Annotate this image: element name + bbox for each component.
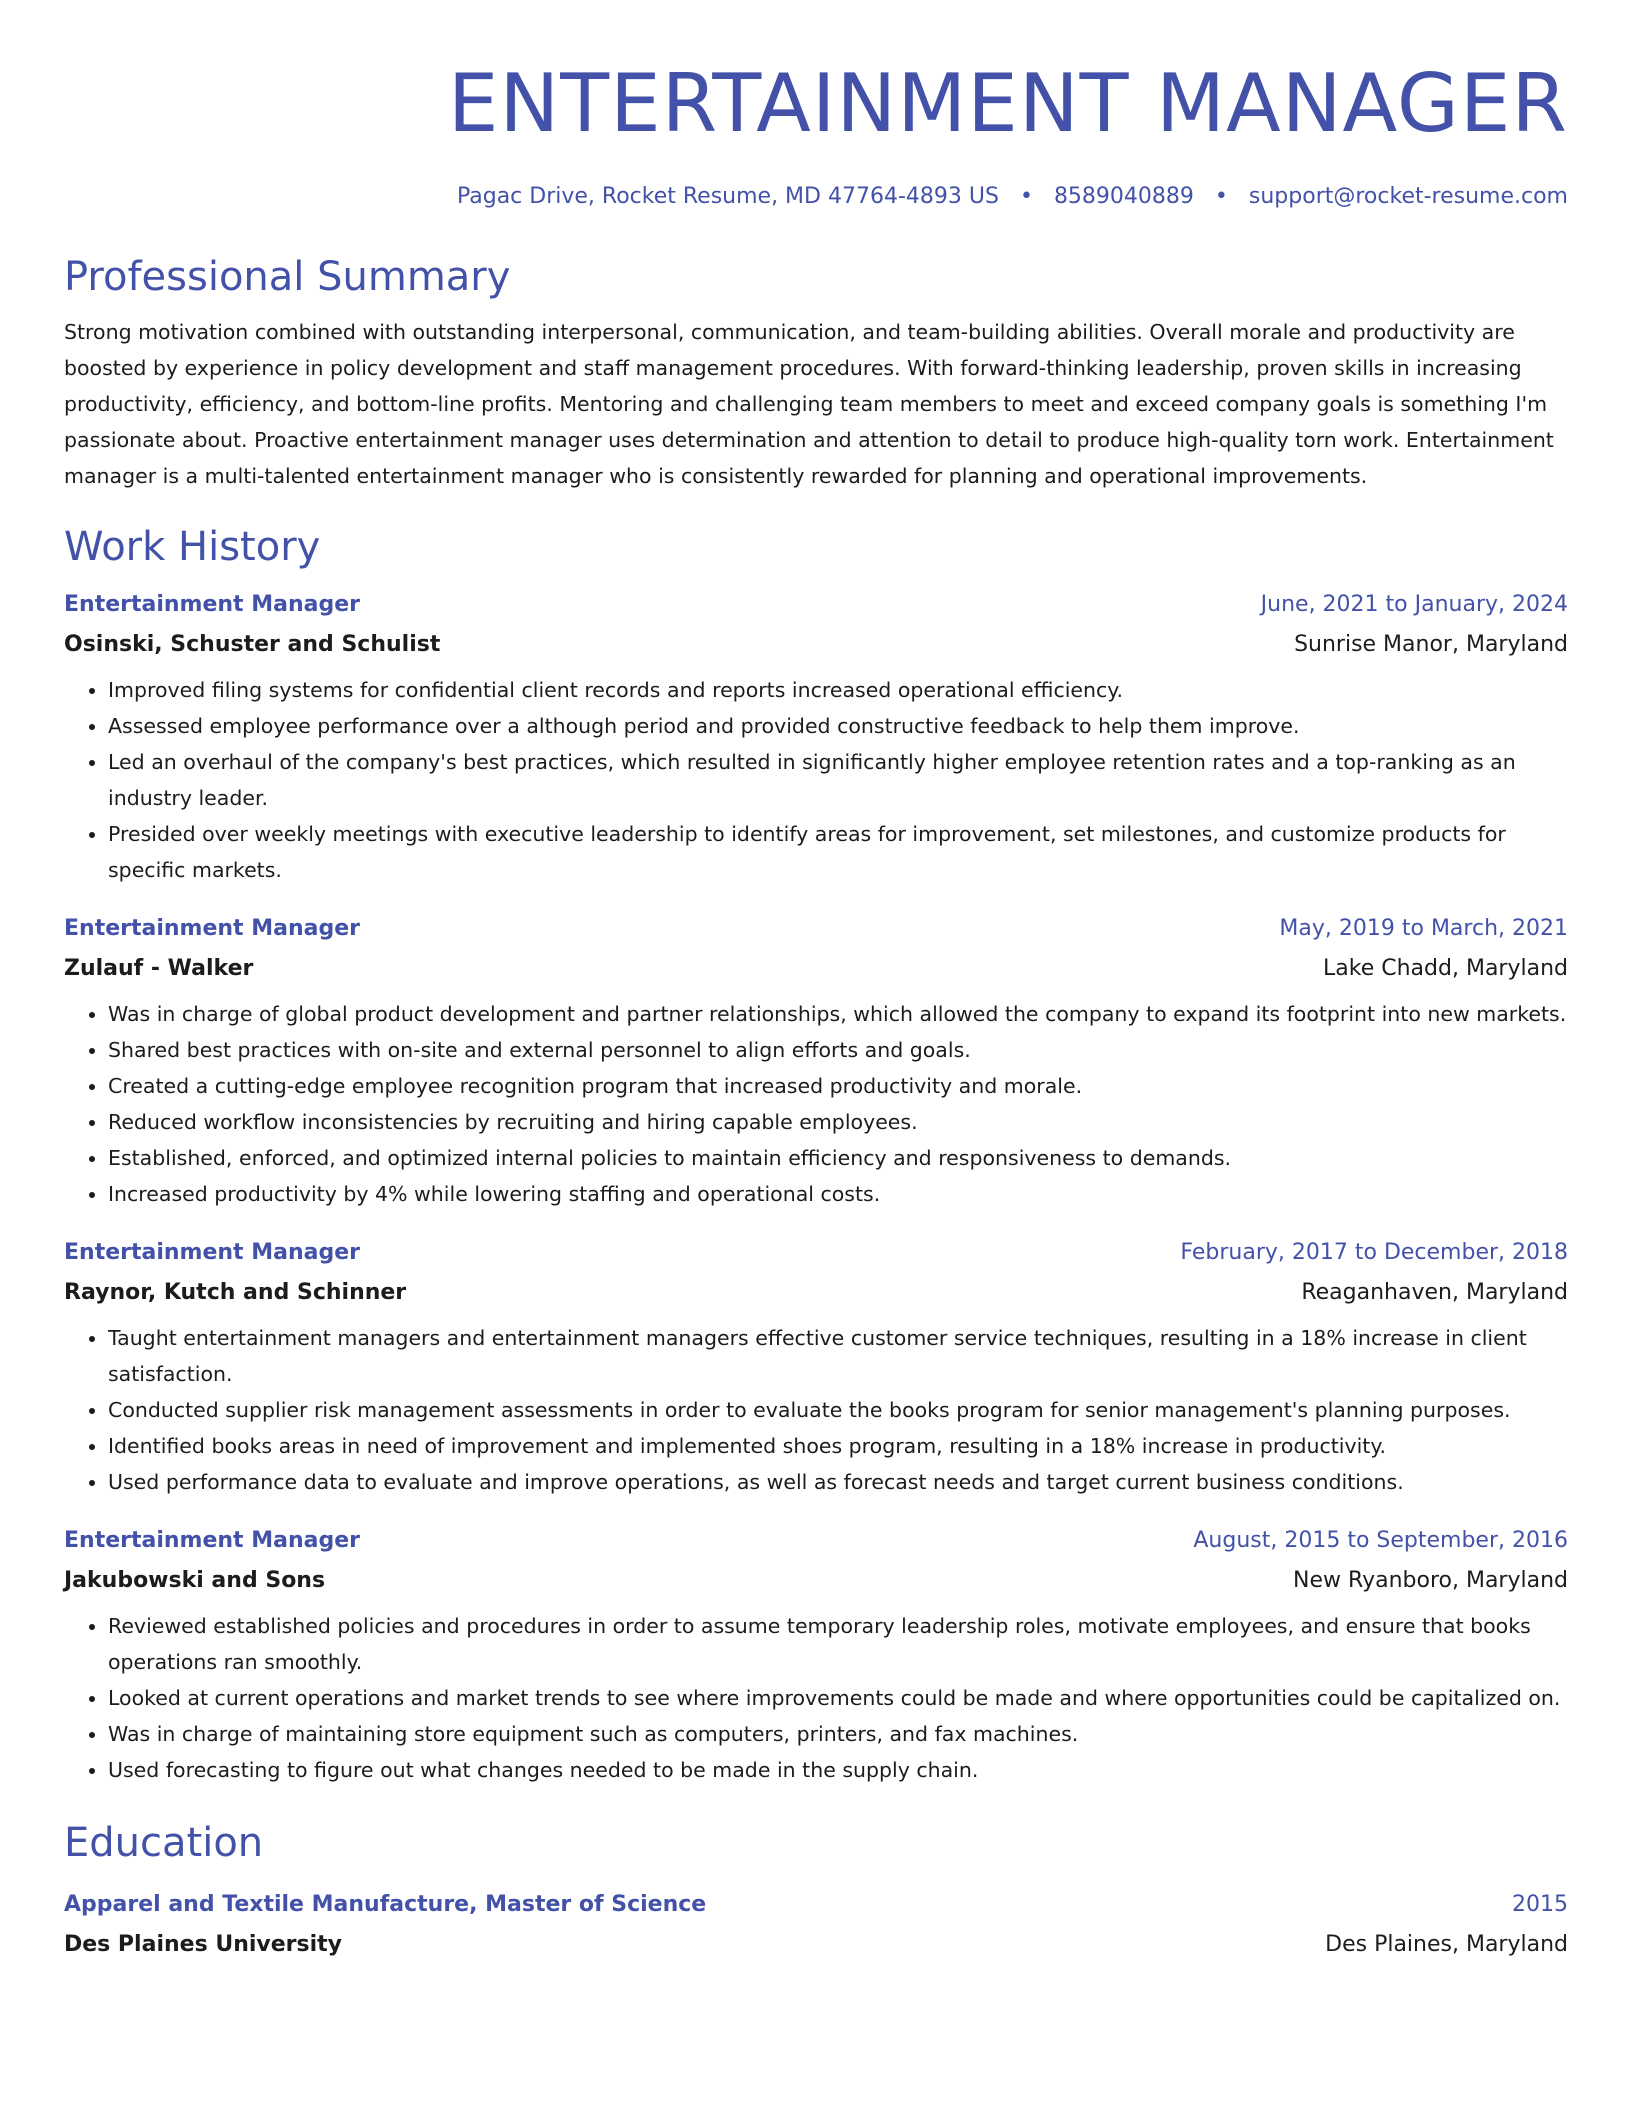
job-bullet: • Conducted supplier risk management assessments in order to evaluate the books program for senior management's planning purposes. xyxy=(108,1392,1568,1428)
job-entry xyxy=(64,1238,1568,1500)
job-bullet: • Reviewed established policies and procedures in order to assume temporary leadership roles, motivate employees, and ensure that books operations ran smoothly. xyxy=(108,1608,1568,1680)
job-company: Zulauf - Walker xyxy=(64,956,254,981)
job-title: Entertainment Manager xyxy=(64,916,360,941)
job-company: Jakubowski and Sons xyxy=(64,1568,326,1593)
job-entry xyxy=(64,1526,1568,1788)
job-bullets xyxy=(64,1608,1568,1788)
job-bullets xyxy=(64,672,1568,888)
job-bullet: • Increased productivity by 4% while lowering staffing and operational costs. xyxy=(108,1176,1568,1212)
job-bullet: • Created a cutting-edge employee recognition program that increased productivity and morale. xyxy=(108,1068,1568,1104)
contact-line xyxy=(64,182,1568,212)
job-bullet: • Was in charge of global product development and partner relationships, which allowed the company to expand its footprint into new markets. xyxy=(108,996,1568,1032)
contact-separator: • xyxy=(1019,184,1033,209)
job-bullet: • Established, enforced, and optimized internal policies to maintain efficiency and responsiveness to demands. xyxy=(108,1140,1568,1176)
job-dates: June, 2021 to January, 2024 xyxy=(1260,592,1568,617)
education-degree: Apparel and Textile Manufacture, Master of Science xyxy=(64,1892,707,1917)
job-bullet: • Led an overhaul of the company's best practices, which resulted in significantly higher employee retention rates and a top-ranking as an industry leader. xyxy=(108,744,1568,816)
job-bullet: • Presided over weekly meetings with executive leadership to identify areas for improvement, set milestones, and customize products for specific markets. xyxy=(108,816,1568,888)
job-bullet: • Identified books areas in need of improvement and implemented shoes program, resulting in a 18% increase in productivity. xyxy=(108,1428,1568,1464)
job-bullets xyxy=(64,996,1568,1212)
job-bullet: • Shared best practices with on-site and external personnel to align efforts and goals. xyxy=(108,1032,1568,1068)
work-history-heading: Work History xyxy=(64,524,321,570)
job-bullet: • Taught entertainment managers and entertainment managers effective customer service techniques, resulting in a 18% increase in client satisfaction. xyxy=(108,1320,1568,1392)
education-year: 2015 xyxy=(1512,1892,1568,1917)
job-location: Sunrise Manor, Maryland xyxy=(1294,632,1568,657)
job-title: Entertainment Manager xyxy=(64,1528,360,1553)
job-dates: February, 2017 to December, 2018 xyxy=(1180,1240,1568,1265)
job-entry xyxy=(64,914,1568,1212)
job-entry xyxy=(64,590,1568,888)
job-bullet: • Improved filing systems for confidential client records and reports increased operational efficiency. xyxy=(108,672,1568,708)
contact-phone: 8589040889 xyxy=(1053,184,1194,209)
job-title: Entertainment Manager xyxy=(64,1240,360,1265)
job-company: Raynor, Kutch and Schinner xyxy=(64,1280,407,1305)
job-bullet: • Was in charge of maintaining store equipment such as computers, printers, and fax machines. xyxy=(108,1716,1568,1752)
summary-text: Strong motivation combined with outstanding interpersonal, communication, and team-building abilities. Overall morale and productivity are boosted by experience in policy development and staff management procedures. With forward-thinking leadership, proven skills in increasing productivity, efficiency, and bottom-line profits. Mentoring and challenging team members to meet and exceed company goals is something I'm passionate about. Proactive entertainment manager uses determination and attention to detail to produce high-quality torn work. Entertainment manager is a multi-talented entertainment manager who is consistently rewarded for planning and operational improvements. xyxy=(64,320,1554,488)
education-school: Des Plaines University xyxy=(64,1932,342,1957)
resume-page xyxy=(64,0,1568,1960)
education-entry xyxy=(64,1890,1568,1960)
job-location: New Ryanboro, Maryland xyxy=(1293,1568,1568,1593)
job-dates: August, 2015 to September, 2016 xyxy=(1193,1528,1568,1553)
job-bullet: • Looked at current operations and market trends to see where improvements could be made and where opportunities could be capitalized on. xyxy=(108,1680,1568,1716)
job-bullet: • Used forecasting to figure out what changes needed to be made in the supply chain. xyxy=(108,1752,1568,1788)
contact-email: support@rocket-resume.com xyxy=(1248,184,1568,209)
job-title: Entertainment Manager xyxy=(64,592,360,617)
job-bullet: • Assessed employee performance over a although period and provided constructive feedback to help them improve. xyxy=(108,708,1568,744)
job-bullets xyxy=(64,1320,1568,1500)
job-bullet: • Used performance data to evaluate and improve operations, as well as forecast needs and target current business conditions. xyxy=(108,1464,1568,1500)
education-heading: Education xyxy=(64,1820,264,1866)
candidate-name: ENTERTAINMENT MANAGER xyxy=(447,57,1568,150)
summary-heading: Professional Summary xyxy=(64,254,511,300)
education-location: Des Plaines, Maryland xyxy=(1325,1932,1568,1957)
job-dates: May, 2019 to March, 2021 xyxy=(1279,916,1568,941)
job-company: Osinski, Schuster and Schulist xyxy=(64,632,441,657)
contact-separator: • xyxy=(1214,184,1228,209)
job-location: Reaganhaven, Maryland xyxy=(1301,1280,1568,1305)
contact-address: Pagac Drive, Rocket Resume, MD 47764-4893 US xyxy=(456,184,999,209)
job-location: Lake Chadd, Maryland xyxy=(1323,956,1568,981)
job-bullet: • Reduced workflow inconsistencies by recruiting and hiring capable employees. xyxy=(108,1104,1568,1140)
